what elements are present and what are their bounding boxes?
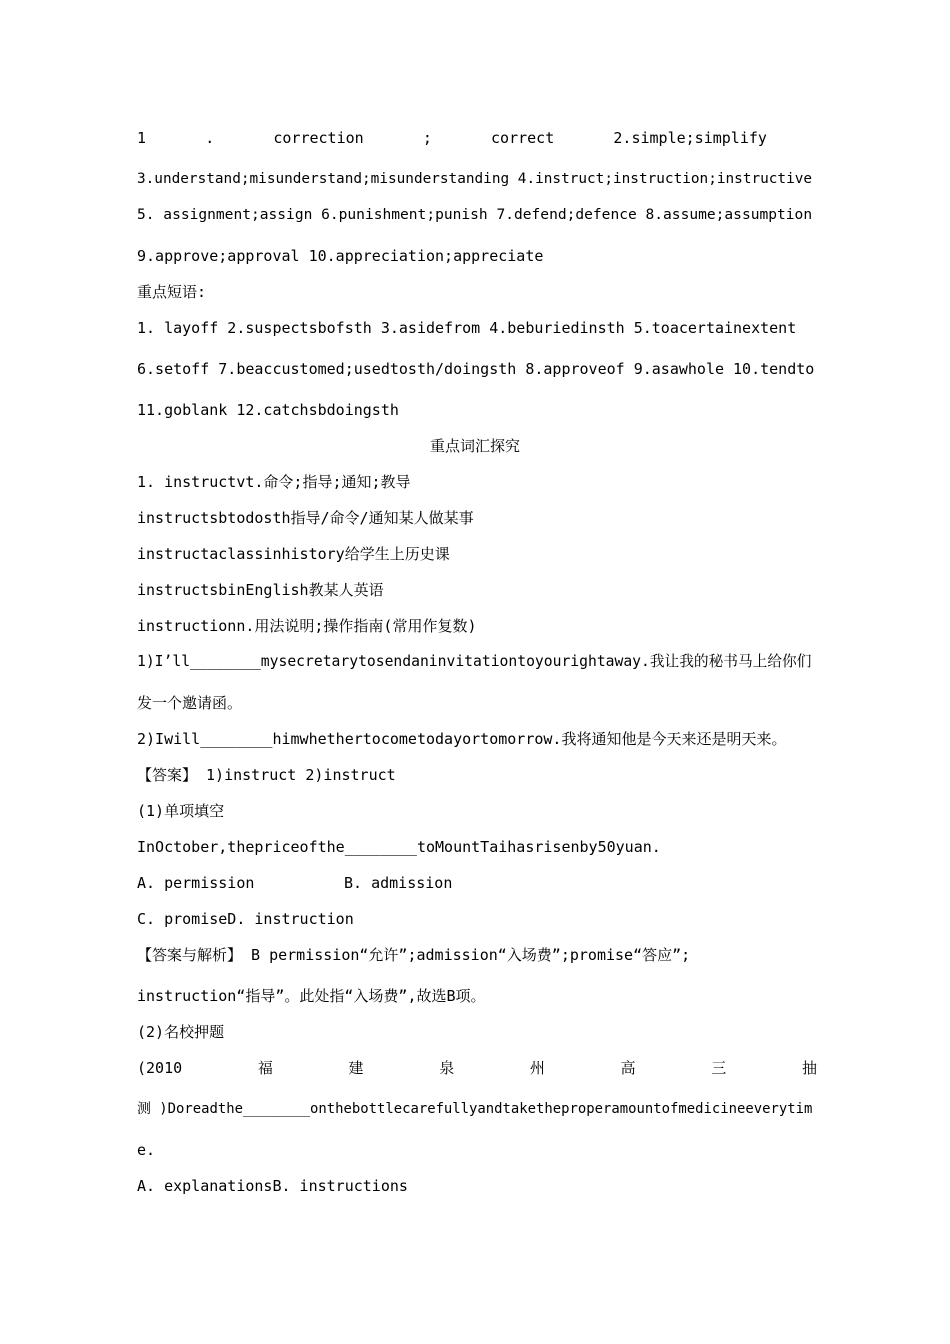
example-1-line-1: 1)I’ll________mysecretarytosendaninvitationtoyourightaway.我让我的秘书马上给你们: [137, 653, 812, 670]
instruct-usage-4: instructionn.用法说明;操作指南(常用作复数): [137, 617, 477, 635]
instruct-usage-3: instructsbinEnglish教某人英语: [137, 581, 384, 599]
vocab-line-1: [137, 128, 817, 148]
question-2-stem-1: 测 )Doreadthe________onthebottlecarefullyandtaketheproperamountofmedicineeverytim: [137, 1101, 813, 1117]
source-token: (2010: [137, 1059, 183, 1077]
example-answer: 【答案】 1)instruct 2)instruct: [137, 766, 396, 784]
example-2: 2)Iwill________himwhethertocometodayortomorrow.我将通知他是今天来还是明天来。: [137, 730, 787, 748]
phrases-line-2: 6.setoff 7.beaccustomed;usedtosth/doingsth 8.approveof 9.asawhole 10.tendto: [137, 360, 815, 378]
question-1-stem: InOctober,thepriceofthe________toMountTaihasrisenby50yuan.: [137, 838, 661, 856]
source-token: 泉: [439, 1059, 455, 1077]
source-token: 三: [711, 1059, 727, 1077]
vocab-token: ;: [422, 129, 432, 147]
question-1-analysis-2: instruction“指导”。此处指“入场费”,故选B项。: [137, 987, 486, 1005]
vocab-token: 2.simple;simplify: [613, 129, 767, 147]
example-1-line-2: 发一个邀请函。: [137, 694, 243, 712]
option-b: B. admission: [344, 874, 453, 892]
question-2-stem-2: e.: [137, 1141, 156, 1159]
option-a: A. permission: [137, 874, 255, 892]
instruct-usage-2: instructaclassinhistory给学生上历史课: [137, 545, 450, 563]
question-1-analysis-1: 【答案与解析】 B permission“允许”;admission“入场费”;promise“答应”;: [137, 946, 691, 964]
source-token: 抽: [801, 1059, 817, 1077]
instruct-definition: 1. instructvt.命令;指导;通知;教导: [137, 473, 411, 491]
vocab-token: correct: [491, 129, 555, 147]
section-title: 重点词汇探究: [429, 437, 520, 455]
vocab-line-2: 3.understand;misunderstand;misunderstanding 4.instruct;instruction;instructive: [137, 171, 813, 187]
question-2-heading: (2)名校押题: [137, 1023, 225, 1041]
vocab-token: 1: [137, 129, 147, 147]
question-1-options-cd: C. promiseD. instruction: [137, 910, 354, 928]
source-token: 高: [620, 1059, 636, 1077]
vocab-token: .: [205, 129, 215, 147]
instruct-usage-1: instructsbtodosth指导/命令/通知某人做某事: [137, 509, 474, 527]
vocab-token: correction: [273, 129, 364, 147]
vocab-line-4: 9.approve;approval 10.appreciation;appreciate: [137, 247, 544, 265]
question-1-options-ab: [137, 873, 817, 893]
question-2-source: [137, 1058, 817, 1078]
source-token: 建: [348, 1059, 364, 1077]
vocab-line-3: 5. assignment;assign 6.punishment;punish 7.defend;defence 8.assume;assumption: [137, 206, 813, 223]
source-token: 福: [257, 1059, 273, 1077]
question-2-options: A. explanationsB. instructions: [137, 1177, 408, 1195]
phrases-line-3: 11.goblank 12.catchsbdoingsth: [137, 401, 399, 419]
phrases-line-1: 1. layoff 2.suspectsbofsth 3.asidefrom 4.beburiedinsth 5.toacertainextent: [137, 319, 797, 337]
question-1-heading: (1)单项填空: [137, 802, 225, 820]
phrases-heading: 重点短语:: [137, 283, 207, 301]
source-token: 州: [529, 1059, 545, 1077]
